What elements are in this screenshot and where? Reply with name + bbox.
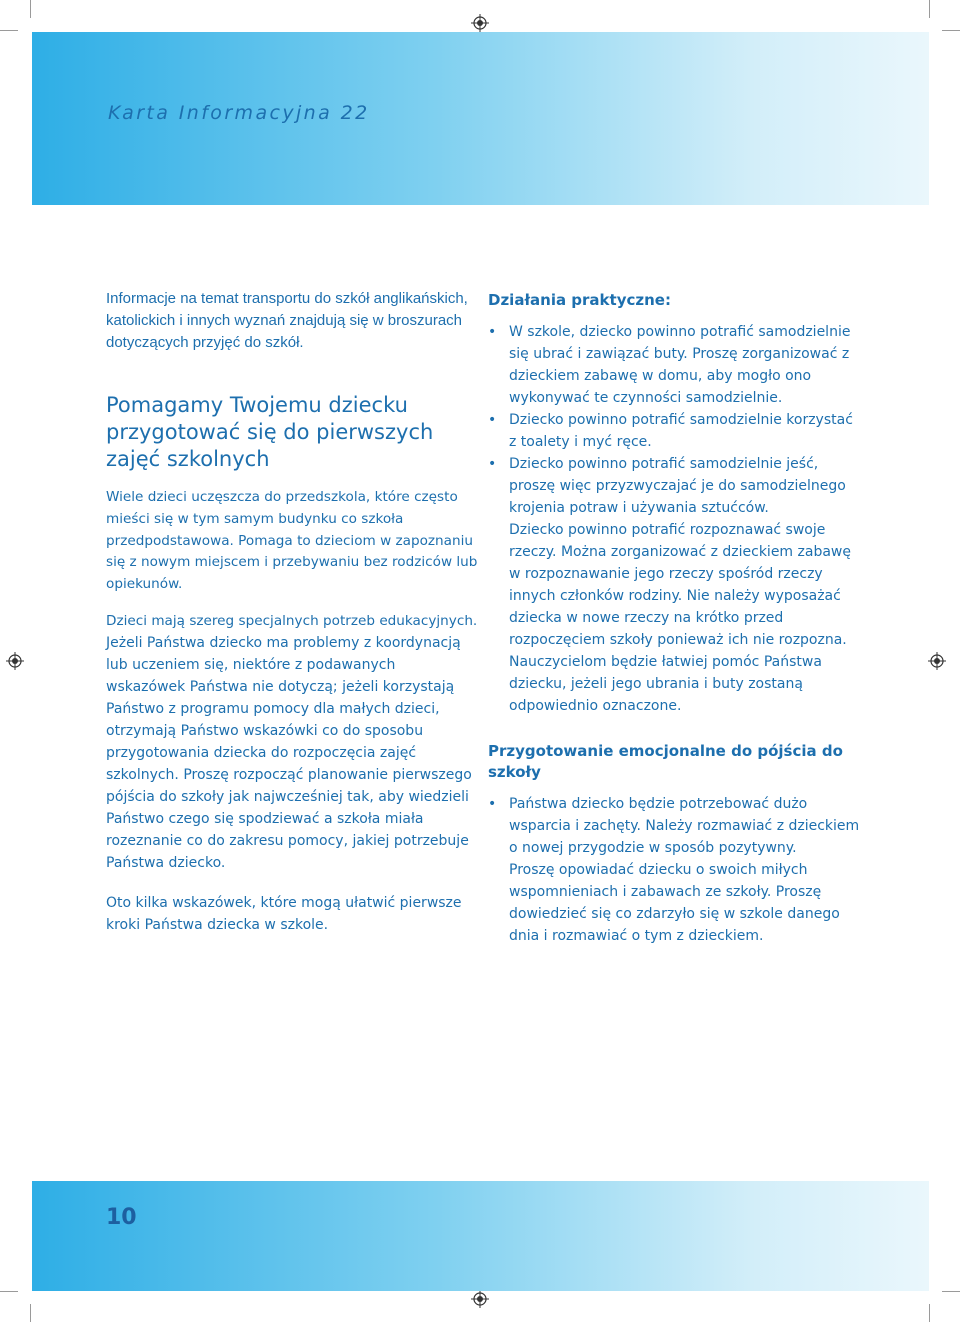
paragraph: Wiele dzieci uczęszcza do przedszkola, które często mieści się w tym samym budynku co szkoła przedpodstawowa. Pomaga to dzieciom w zapoznaniu się z nowym miejscem i przebywaniu bez rodziców lub opiekunów. [106, 489, 478, 593]
section-heading: Pomagamy Twojemu dziecku przygotować się do pierwszych zajęć szkolnych [106, 393, 434, 471]
paragraph: Oto kilka wskazówek, które mogą ułatwić pierwsze kroki Państwa dziecka w szkole. [106, 894, 462, 933]
list-item: • Dziecko powinno potrafić samodzielnie korzystać z toalety i myć ręce. [488, 409, 860, 453]
list-item: • Dziecko powinno potrafić samodzielnie jeść, proszę więc przyzwyczajać je do samodzielnego krojenia potraw i używania sztućców. [488, 453, 860, 519]
page-number: 10 [106, 1205, 137, 1230]
registration-mark-icon [471, 14, 489, 32]
list-item: • Państwa dziecko będzie potrzebować dużo wsparcia i zachęty. Należy rozmawiać z dzieckiem o nowej przygodzie w sposób pozytywny. [488, 793, 860, 859]
emotional-heading: Przygotowanie emocjonalne do pójścia do szkoły [488, 742, 843, 781]
crop-mark [942, 30, 960, 31]
crop-mark [929, 0, 930, 18]
registration-mark-icon [928, 652, 946, 670]
crop-mark [30, 0, 31, 18]
emotional-list [488, 793, 860, 947]
list-item: • W szkole, dziecko powinno potrafić samodzielnie się ubrać i zawiązać buty. Proszę zorganizować z dzieckiem zabawę w domu, aby mogło ono wykonywać te czynności samodzielnie. [488, 321, 860, 409]
practical-list [488, 321, 860, 717]
paragraph-start: Dzieci mają szereg specjalnych potrzeb edukacyjnych. [106, 612, 478, 629]
registration-mark-icon [6, 652, 24, 670]
crop-mark [942, 1291, 960, 1292]
practical-heading: Działania praktyczne: [488, 291, 671, 309]
crop-mark [0, 30, 18, 31]
paragraph-rest: Jeżeli Państwa dziecko ma problemy z koordynacją lub uczeniem się, niektóre z podawanych wskazówek Państwa nie dotyczą; jeżeli korzystają Państwo z programu pomocy dla małych dzieci, otrzymają Państwo wskazówki co do sposobu przygotowania dziecka do rozpoczęcia zajęć szkolnych. Proszę rozpocząć planowanie pierwszego pójścia do szkoły jak najwcześniej tak, aby wiedzieli Państwo czego się spodziewać a szkoła miała rozeznanie co do zakresu pomocy, jakiej potrzebuje Państwa dziecko. [106, 634, 472, 871]
crop-mark [0, 1291, 18, 1292]
crop-mark [30, 1304, 31, 1322]
left-column [106, 288, 478, 954]
crop-mark [929, 1304, 930, 1322]
paragraph [106, 610, 478, 874]
footer-band [32, 1181, 929, 1291]
list-item-continuation: Proszę opowiadać dziecku o swoich miłych wspomnieniach i zabawach ze szkoły. Proszę dowiedzieć się co zdarzyło się w szkole danego dnia i rozmawiać o tym z dzieckiem. [509, 862, 840, 944]
list-item-continuation: Dziecko powinno potrafić rozpoznawać swoje rzeczy. Można zorganizować z dzieckiem zabawę w rozpoznawanie jego rzeczy spośród rzeczy innych członków rodziny. Nie należy wyposażać dziecka w nowe rzeczy na krótko przed rozpoczęciem szkoły ponieważ ich nie rozpozna. Nauczycielom będzie łatwiej pomóc Państwa dziecku, jeżeli jego ubrania i buty zostaną odpowiednio oznaczone. [509, 522, 851, 714]
page-title: Karta Informacyjna 22 [108, 102, 370, 124]
right-column [488, 290, 860, 971]
intro-paragraph: Informacje na temat transportu do szkół anglikańskich, katolickich i innych wyznań znajdują się w broszurach dotyczących przyjęć do szkół. [106, 290, 468, 351]
registration-mark-icon [471, 1290, 489, 1308]
